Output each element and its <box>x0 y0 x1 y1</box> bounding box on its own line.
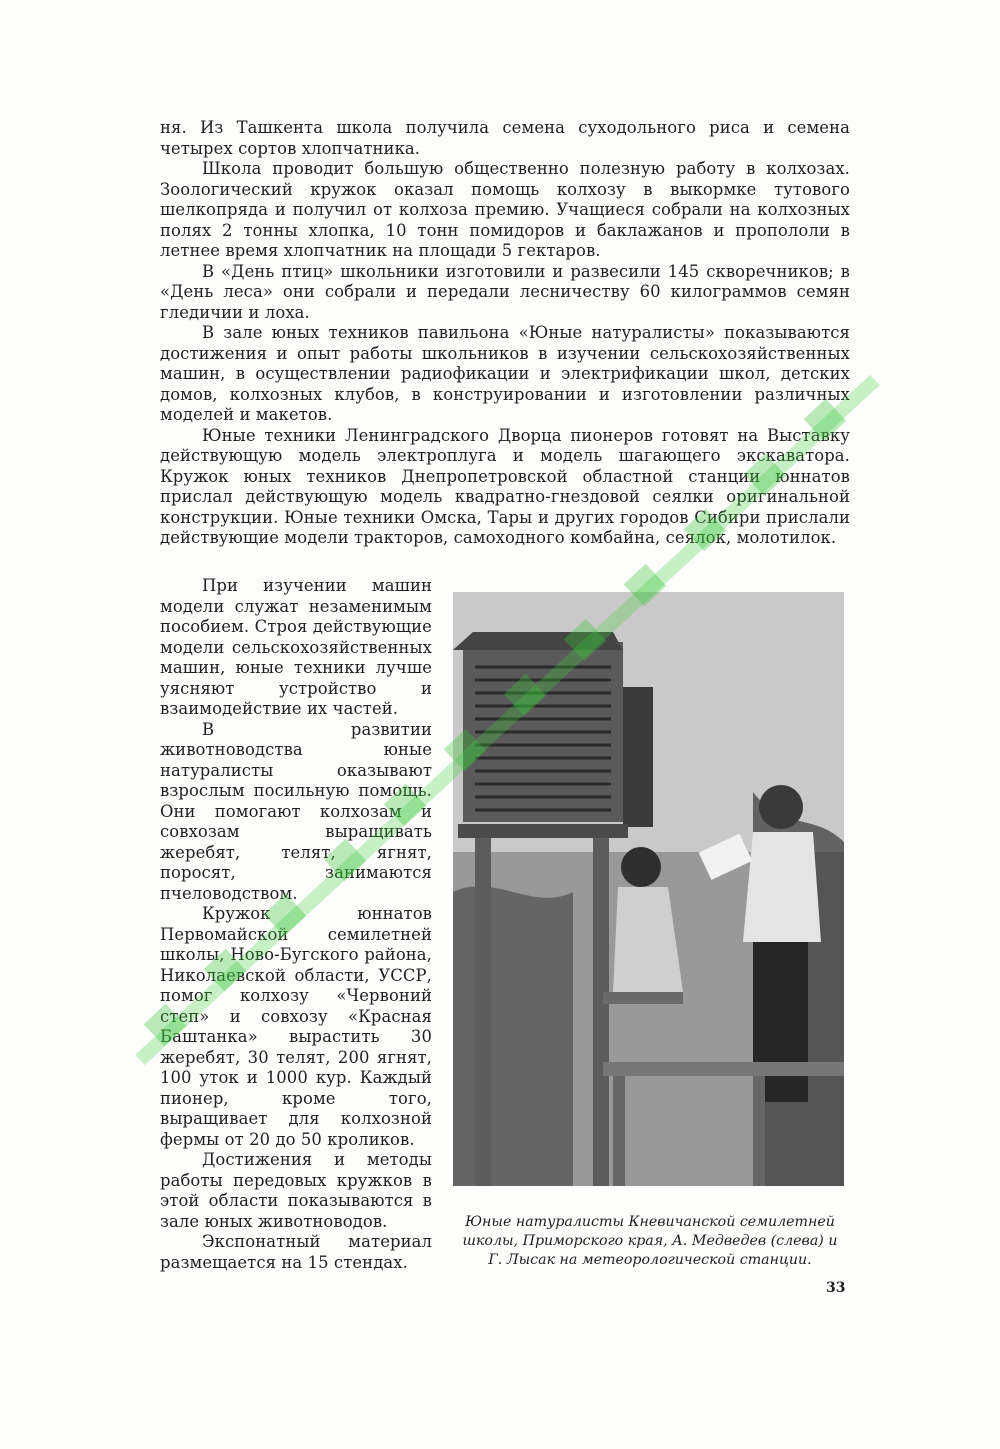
photo-weather-station <box>453 592 844 1186</box>
paragraph: Юные техники Ленинградского Дворца пионеров готовят на Выставку действующую модель электроплуга и модель шагающего экскаватора. Кружок юных техников Днепропетровской областной станции юннатов прислал действующую модель квадратно-гнездовой сеялки оригинальной конструкции. Юные техники Омска, Тары и других городов Сибири прислали действующие модели тракторов, самоходного комбайна, сеялок, молотилок. <box>160 425 850 547</box>
paragraph-continued: ня. Из Ташкента школа получила семена суходольного риса и семена четырех сортов хлопчатника. <box>160 118 850 158</box>
photo-caption: Юные натуралисты Кневичанской семилетней школы, Приморского края, А. Медведев (слева) и Г. Лысак на метеорологической станции. <box>462 1214 838 1268</box>
paragraph: В развитии животноводства юные натуралисты оказывают взрослым посильную помощь. Они помогают колхозам и совхозам выращивать жеребят, телят, ягнят, поросят, занимаются пчеловодством. <box>160 719 432 903</box>
left-column-text <box>160 576 432 1273</box>
photo-illustration <box>453 592 844 1186</box>
paragraph: Достижения и методы работы передовых кружков в этой области показываются в зале юных животноводов. <box>160 1150 432 1231</box>
page-number: 33 <box>826 1280 846 1296</box>
paragraph: Школа проводит большую общественно полезную работу в колхозах. Зоологический кружок оказал помощь колхозу в выкормке тутового шелкопряда и получил от колхоза премию. Учащиеся собрали на колхозных полях 2 тонны хлопка, 10 тонн помидоров и баклажанов и пропололи в летнее время хлопчатник на площади 5 гектаров. <box>160 159 850 260</box>
paragraph: Кружок юннатов Первомайской семилетней школы, Ново-Бугского района, Николаевской области, УССР, помог колхозу «Червоний степ» и совхозу «Красная Баштанка» вырастить 30 жеребят, 30 телят, 200 ягнят, 100 уток и 1000 кур. Каждый пионер, кроме того, выращивает для колхозной фермы от 20 до 50 кроликов. <box>160 904 432 1149</box>
paragraph: В зале юных техников павильона «Юные натуралисты» показываются достижения и опыт работы школьников в изучении сельскохозяйственных машин, в осуществлении радиофикации и электрификации школ, детских домов, колхозных клубов, в конструировании и изготовлении различных моделей и макетов. <box>160 323 850 424</box>
full-width-text <box>160 118 850 549</box>
paragraph: При изучении машин модели служат незаменимым пособием. Строя действующие модели сельскохозяйственных машин, юные техники лучше уясняют устройство и взаимодействие их частей. <box>160 576 432 718</box>
paragraph: В «День птиц» школьники изготовили и развесили 145 скворечников; в «День леса» они собрали и передали лесничеству 60 килограммов семян гледичии и лоха. <box>160 261 850 322</box>
paragraph: Экспонатный материал размещается на 15 стендах. <box>160 1232 432 1272</box>
